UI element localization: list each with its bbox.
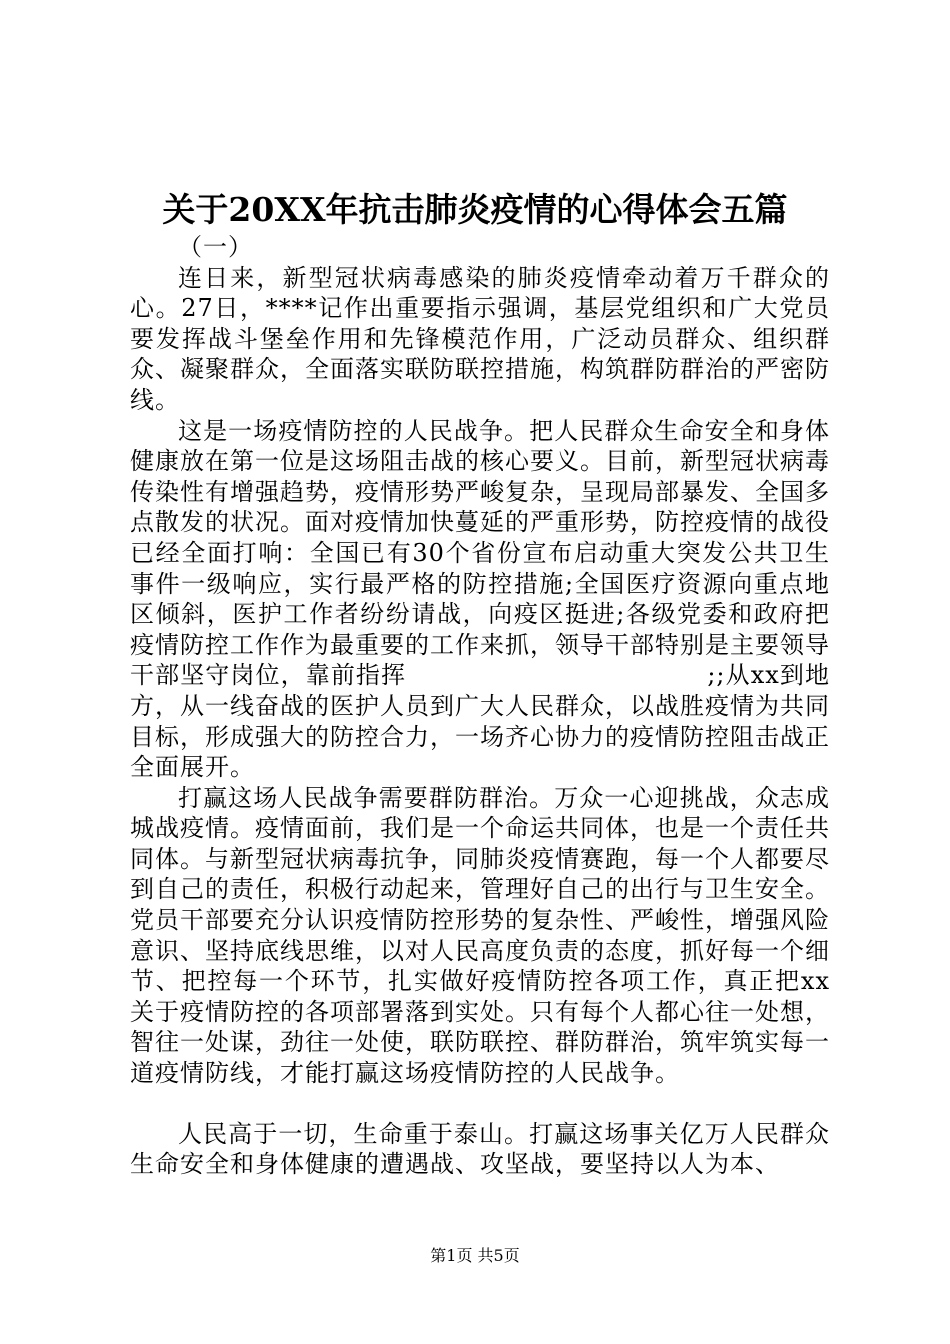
paragraph-4: 人民高于一切，生命重于泰山。打赢这场事关亿万人民群众生命安全和身体健康的遭遇战、攻坚战，要坚持以人为本、 — [130, 1119, 830, 1179]
document-title: 关于20XX年抗击肺炎疫情的心得体会五篇 — [162, 190, 788, 229]
paragraph-2: 这是一场疫情防控的人民战争。把人民群众生命安全和身体健康放在第一位是这场阻击战的核心要义。目前，新型冠状病毒传染性有增强趋势，疫情形势严峻复杂，呈现局部暴发、全国多点散发的状况。面对疫情加快蔓延的严重形势，防控疫情的战役已经全面打响：全国已有30个省份宣布启动重大突发公共卫生事件一级响应，实行最严格的防控措施;全国医疗资源向重点地区倾斜，医护工作者纷纷请战，向疫区挺进;各级党委和政府把疫情防控工作作为最重要的工作来抓，领导干部特别是主要领导干部坚守岗位，靠前指挥 ;;从xx到地方，从一线奋战的医护人员到广大人民群众，以战胜疫情为共同目标，形成强大的防控合力，一场齐心协力的疫情防控阻击战正全面展开。 — [130, 416, 830, 782]
page-footer: 第1页 共5页 — [430, 1246, 520, 1265]
paragraph-1: 连日来，新型冠状病毒感染的肺炎疫情牵动着万千群众的心。27日，****记作出重要指示强调，基层党组织和广大党员要发挥战斗堡垒作用和先锋模范作用，广泛动员群众、组织群众、凝聚群众，全面落实联防联控措施，构筑群防群治的严密防线。 — [130, 263, 830, 414]
section-label: （一） — [178, 233, 253, 261]
document-body — [130, 232, 830, 1180]
paragraph-3: 打赢这场人民战争需要群防群治。万众一心迎挑战，众志成城战疫情。疫情面前，我们是一个命运共同体，也是一个责任共同体。与新型冠状病毒抗争，同肺炎疫情赛跑，每一个人都要尽到自己的责任，积极行动起来，管理好自己的出行与卫生安全。党员干部要充分认识疫情防控形势的复杂性、严峻性，增强风险意识、坚持底线思维，以对人民高度负责的态度，抓好每一个细节、把控每一个环节，扎实做好疫情防控各项工作，真正把xx关于疫情防控的各项部署落到实处。只有每个人都心往一处想，智往一处谋，劲往一处使，联防联控、群防群治，筑牢筑实每一道疫情防线，才能打赢这场疫情防控的人民战争。 — [130, 783, 830, 1088]
